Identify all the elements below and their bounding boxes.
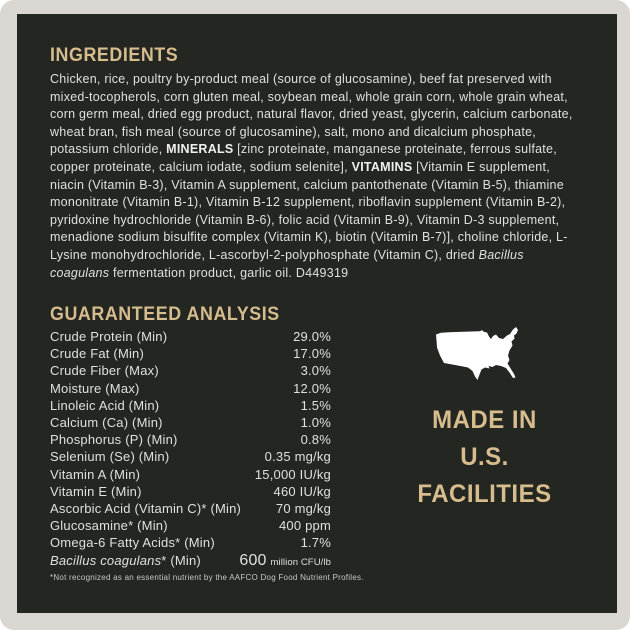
table-row <box>50 501 331 518</box>
ga-row-label: Selenium (Se) (Min) <box>50 449 170 465</box>
made-in-text <box>405 402 563 513</box>
ga-row-value <box>239 552 331 570</box>
us-map-icon <box>435 325 535 388</box>
bacillus-value-unit: million CFU/lb <box>270 557 331 569</box>
table-row <box>50 432 331 449</box>
table-row <box>50 449 331 466</box>
ga-row-value: 1.7% <box>300 535 331 551</box>
ga-row-value: 1.5% <box>300 397 331 413</box>
ingredients-segment: [zinc proteinate, manganese proteinate, ferrous sulfate, copper proteinate, calcium iodate, sodium selenite], <box>50 142 557 174</box>
ga-row-value: 12.0% <box>293 380 331 396</box>
table-row-bacillus <box>50 552 331 569</box>
vitamins-label: VITAMINS <box>351 159 413 174</box>
made-in-line2: U.S. <box>460 443 509 471</box>
made-in-line3: FACILITIES <box>417 480 552 508</box>
table-row <box>50 346 331 363</box>
ga-row-label: Crude Fat (Min) <box>50 346 145 362</box>
minerals-label: MINERALS <box>166 142 234 157</box>
table-row <box>50 329 331 346</box>
ga-row-label: Moisture (Max) <box>50 380 140 396</box>
ingredients-segment: [Vitamin E supplement, niacin (Vitamin B-3), Vitamin A supplement, calcium pantothenate (Vitamin B-5), thiamine mononitrate (Vitamin B-1), Vitamin B-12 supplement, riboflavin supplement (Vitamin B-2), pyridoxine hydrochloride (Vitamin B-6), folic acid (Vitamin B-9), Vitamin D-3 supplement, menadione sodium bisulfite complex (Vitamin K), biotin (Vitamin B-7)], choline chloride, L-Lysine monohydrochloride, L-ascorbyl-2-polyphosphate (Vitamin C), dried <box>50 159 568 262</box>
aafco-footnote: *Not recognized as an essential nutrient by the AAFCO Dog Food Nutrient Profiles. <box>50 573 364 582</box>
ga-row-value: 0.35 mg/kg <box>264 449 331 465</box>
ga-row-value: 1.0% <box>300 414 331 430</box>
ga-row-label: Phosphorus (P) (Min) <box>50 432 178 448</box>
table-row <box>50 535 331 552</box>
ga-row-label: Ascorbic Acid (Vitamin C)* (Min) <box>50 500 242 516</box>
ga-row-value: 15,000 IU/kg <box>254 466 331 482</box>
ga-row-value: 70 mg/kg <box>275 500 331 516</box>
bacillus-label-italic: Bacillus coagulans <box>50 553 162 569</box>
ga-row-label <box>50 553 201 568</box>
ga-row-label: Vitamin A (Min) <box>50 466 141 482</box>
ingredients-text <box>50 71 583 282</box>
ga-row-label: Omega-6 Fatty Acids* (Min) <box>50 535 215 551</box>
guaranteed-analysis-heading: GUARANTEED ANALYSIS <box>50 304 280 325</box>
guaranteed-analysis-table <box>50 329 331 570</box>
table-row <box>50 415 331 432</box>
table-row <box>50 381 331 398</box>
ga-row-label: Glucosamine* (Min) <box>50 518 168 534</box>
made-in-us-block <box>402 325 567 513</box>
table-row <box>50 398 331 415</box>
ga-row-label: Calcium (Ca) (Min) <box>50 414 163 430</box>
table-row <box>50 484 331 501</box>
ga-row-value: 17.0% <box>293 346 331 362</box>
table-row <box>50 363 331 380</box>
ga-row-value: 0.8% <box>300 432 331 448</box>
ga-row-label: Vitamin E (Min) <box>50 483 142 499</box>
ga-row-label: Linoleic Acid (Min) <box>50 397 160 413</box>
table-row <box>50 467 331 484</box>
ga-row-value: 29.0% <box>293 329 331 344</box>
ingredients-segment: fermentation product, garlic oil. D449319 <box>109 265 349 280</box>
bacillus-label-rest: * (Min) <box>161 553 201 569</box>
bacillus-coagulans-italic: Bacillus coagulans <box>50 247 524 280</box>
table-row <box>50 518 331 535</box>
ga-row-value: 3.0% <box>300 363 331 379</box>
ingredients-heading: INGREDIENTS <box>50 45 179 66</box>
made-in-line1: MADE IN <box>432 406 537 434</box>
ga-row-label: Crude Protein (Min) <box>50 329 168 344</box>
ingredients-segment: Chicken, rice, poultry by-product meal (source of glucosamine), beef fat preserved with mixed-tocopherols, corn gluten meal, soybean meal, whole grain corn, whole grain wheat, corn germ meal, dried egg product, natural flavor, dried yeast, glycerin, calcium carbonate, wheat bran, fish meal (source of glucosamine), salt, mono and dicalcium phosphate, potassium chloride, <box>50 72 573 157</box>
bacillus-value-number: 600 <box>239 552 267 570</box>
ga-row-value: 400 ppm <box>279 518 331 534</box>
ga-row-value: 460 IU/kg <box>273 483 331 499</box>
ga-row-label: Crude Fiber (Max) <box>50 363 159 379</box>
nutrition-label-panel <box>17 14 617 613</box>
